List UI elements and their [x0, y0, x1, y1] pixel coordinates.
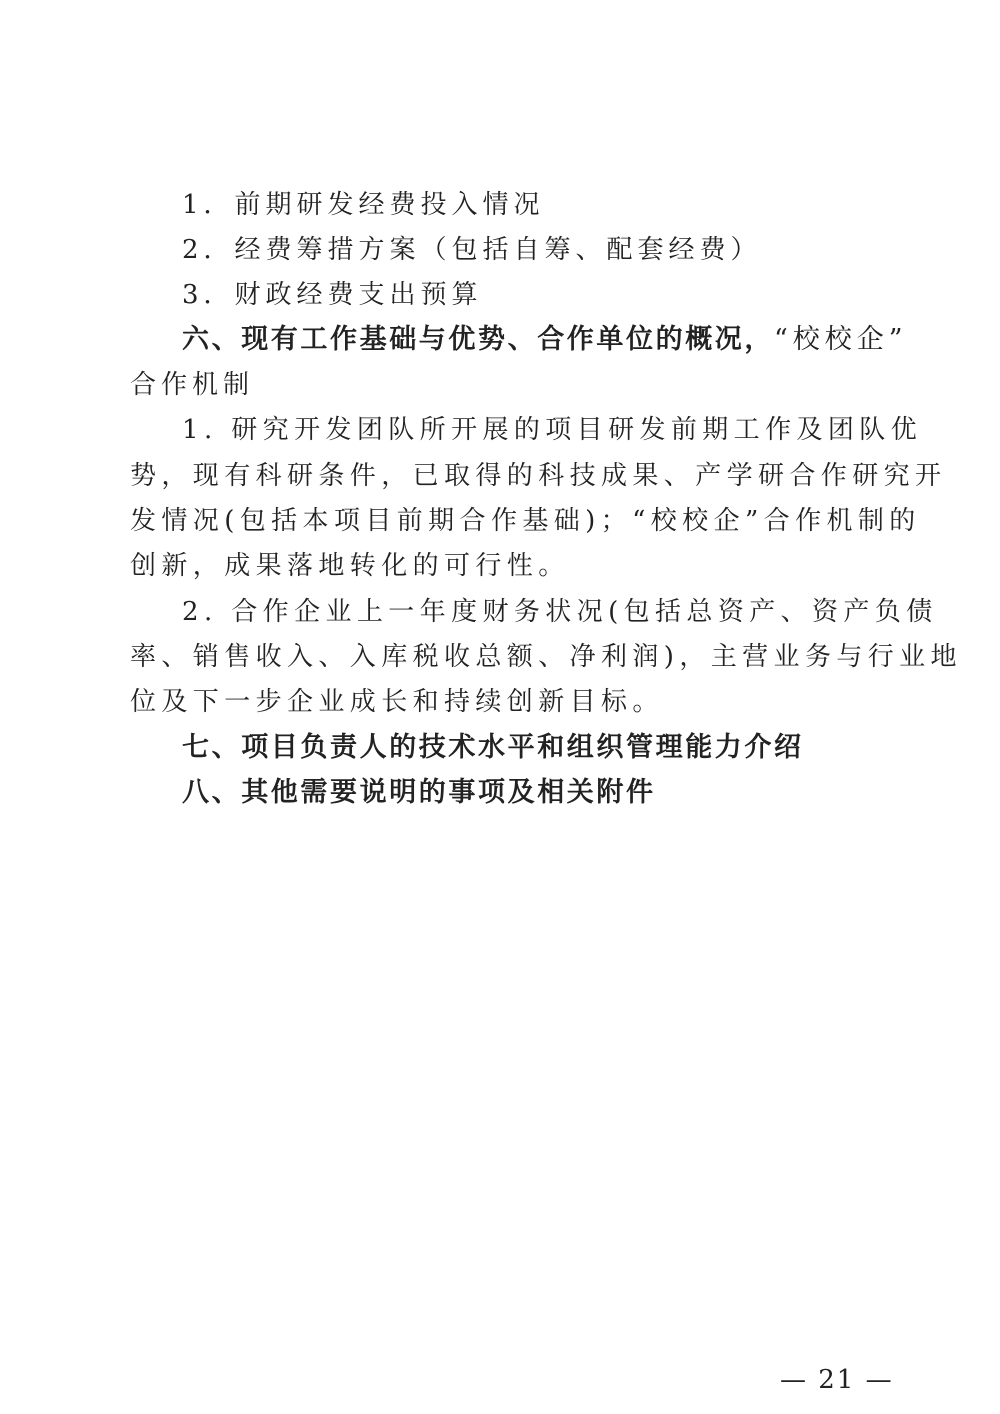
- page-number: — 21 —: [780, 1365, 894, 1395]
- section-6-heading-continuation: 合作机制: [130, 370, 255, 400]
- paragraph-1-line-3: 发情况(包括本项目前期合作基础)；“校校企”合作机制的: [130, 506, 921, 536]
- paragraph-2-line-1: 2. 合作企业上一年度财务状况(包括总资产、资产负债: [182, 597, 938, 627]
- section-6-heading-quote: “校校企”: [774, 324, 908, 355]
- list-item-funding-plan: 2．经费筹措方案（包括自筹、配套经费）: [182, 235, 762, 265]
- paragraph-1-line-1: 1. 研究开发团队所开展的项目研发前期工作及团队优: [182, 415, 923, 445]
- section-7-heading: 七、项目负责人的技术水平和组织管理能力介绍: [182, 732, 804, 763]
- paragraph-2-line-2: 率、销售收入、入库税收总额、净利润)，主营业务与行业地: [130, 642, 962, 672]
- paragraph-1-line-2: 势，现有科研条件，已取得的科技成果、产学研合作研究开: [130, 461, 947, 491]
- list-item-funding-history: 1．前期研发经费投入情况: [182, 190, 545, 220]
- paragraph-2-line-3: 位及下一步企业成长和持续创新目标。: [130, 687, 664, 717]
- section-8-heading: 八、其他需要说明的事项及相关附件: [182, 777, 656, 808]
- section-6-heading-bold: 六、现有工作基础与优势、合作单位的概况，: [182, 324, 774, 355]
- list-item-budget: 3．财政经费支出预算: [182, 280, 483, 310]
- paragraph-1-line-4: 创新，成果落地转化的可行性。: [130, 551, 570, 581]
- section-6-heading: [182, 317, 908, 363]
